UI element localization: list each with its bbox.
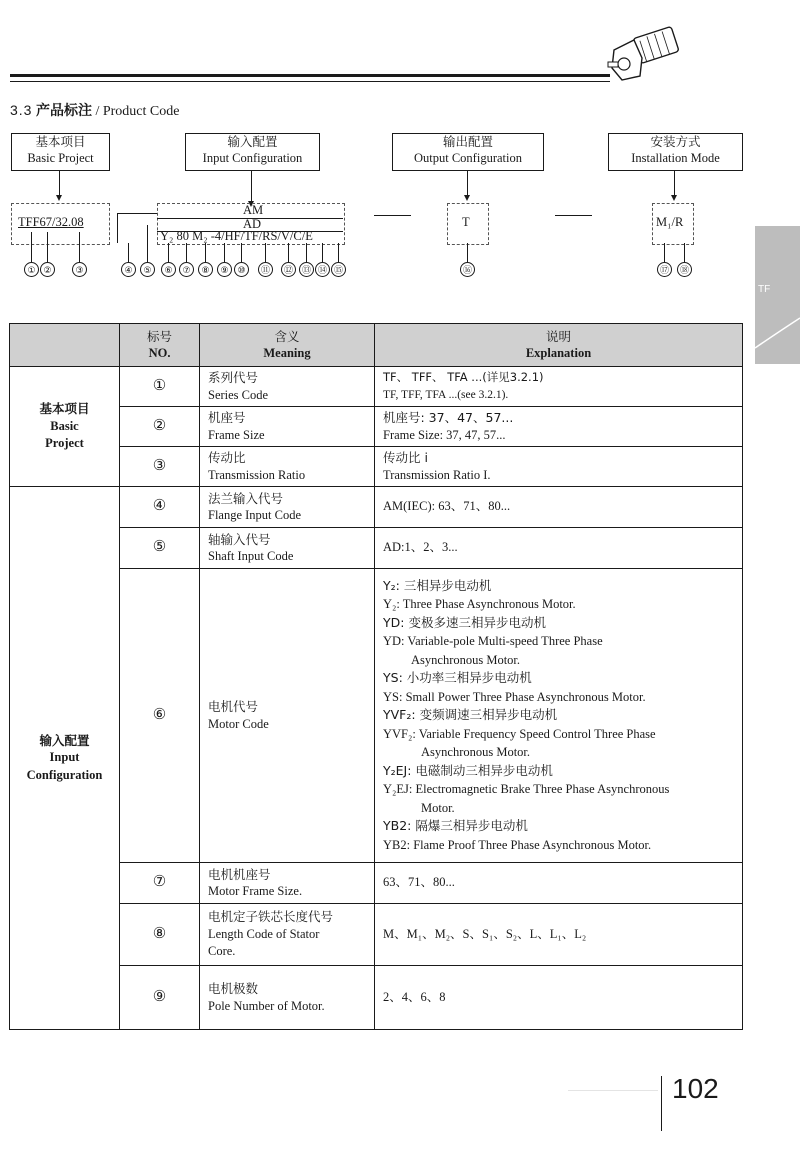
mount-arrow-head	[671, 195, 677, 201]
table-row	[10, 904, 743, 966]
row-meaning: 电机机座号 Motor Frame Size.	[200, 863, 375, 904]
row-meaning: 电机代号 Motor Code	[200, 569, 375, 863]
footer-divider	[661, 1076, 662, 1131]
category-input-configuration: 输入配置 Input Configuration	[10, 487, 120, 1030]
marker-line-8	[205, 243, 206, 262]
marker-line-1	[31, 232, 32, 262]
mount-arrow-line	[674, 170, 675, 196]
marker-line-18	[684, 243, 685, 262]
table-row	[10, 966, 743, 1030]
row-explanation: 机座号: 37、47、57... Frame Size: 37, 47, 57...	[375, 407, 743, 447]
row-meaning: 传动比 Transmission Ratio	[200, 447, 375, 487]
basic-arrow-line	[59, 170, 60, 195]
output-arrow-line	[467, 170, 468, 196]
table-row	[10, 367, 743, 407]
marker-16: ⑯	[460, 262, 475, 277]
table-row	[10, 863, 743, 904]
marker-17: ⑰	[657, 262, 672, 277]
row-explanation: AM(IEC): 63、71、80...	[375, 487, 743, 528]
row-explanation: 2、4、6、8	[375, 966, 743, 1030]
section-title-en: / Product Code	[95, 104, 180, 119]
marker-5: ⑤	[140, 262, 155, 277]
header-rule	[10, 74, 610, 77]
row-explanation: TF、 TFF、 TFA ...(详见3.2.1) TF, TFF, TFA ...(see 3.2.1).	[375, 367, 743, 407]
footer-rule	[568, 1090, 658, 1091]
marker-line-5	[147, 225, 148, 262]
header-rule-thin	[10, 81, 610, 82]
row-number: ⑧	[120, 904, 200, 966]
header-meaning: 含义 Meaning	[200, 324, 375, 367]
marker-line-9	[224, 243, 225, 262]
section-number: 3.3	[10, 102, 33, 118]
marker-4: ④	[121, 262, 136, 277]
table-row	[10, 487, 743, 528]
product-code-table	[9, 323, 743, 1030]
marker-18: ⑱	[677, 262, 692, 277]
input-arrow-line	[251, 170, 252, 202]
row-meaning: 轴输入代号 Shaft Input Code	[200, 528, 375, 569]
input-configuration-box: 输入配置 Input Configuration	[185, 133, 320, 171]
header-blank	[10, 324, 120, 367]
marker-15: ⑮	[331, 262, 346, 277]
marker-line-12	[288, 243, 289, 262]
section-title-zh: 产品标注	[35, 103, 92, 119]
marker-line-2	[47, 232, 48, 262]
connector-2	[555, 215, 592, 216]
marker-line-7	[186, 243, 187, 262]
marker-line-11	[265, 243, 266, 262]
marker-8: ⑧	[198, 262, 213, 277]
category-basic-project: 基本项目 Basic Project	[10, 367, 120, 487]
section-title	[10, 100, 179, 120]
row-meaning: 电机定子铁芯长度代号 Length Code of Stator Core.	[200, 904, 375, 966]
marker-3: ③	[72, 262, 87, 277]
marker-line-15	[338, 243, 339, 262]
marker-line-13	[306, 243, 307, 262]
row-explanation: 传动比 i Transmission Ratio I.	[375, 447, 743, 487]
side-tab-swoosh	[755, 226, 800, 364]
marker-13: ⑬	[299, 262, 314, 277]
row-number: ④	[120, 487, 200, 528]
output-code: T	[462, 215, 470, 229]
marker-9: ⑨	[217, 262, 232, 277]
row-explanation: M、M₁、M₂、S、S₁、S₂、L、L₁、L₂	[375, 904, 743, 966]
table-header-row	[10, 324, 743, 367]
marker-line-6	[168, 243, 169, 262]
gear-motor-illustration	[606, 18, 688, 86]
marker-10: ⑩	[234, 262, 249, 277]
row-number: ①	[120, 367, 200, 407]
row-number: ③	[120, 447, 200, 487]
row-meaning: 法兰输入代号 Flange Input Code	[200, 487, 375, 528]
header-no: 标号 NO.	[120, 324, 200, 367]
row-number: ⑥	[120, 569, 200, 863]
side-tab-label: TF	[758, 284, 771, 295]
basic-code: TFF67/32.08	[18, 215, 84, 229]
marker-7: ⑦	[179, 262, 194, 277]
table-row	[10, 569, 743, 863]
basic-project-box: 基本项目 Basic Project	[11, 133, 110, 171]
header-explanation: 说明 Explanation	[375, 324, 743, 367]
ad-code: AD	[243, 217, 262, 231]
row-number: ②	[120, 407, 200, 447]
table-row	[10, 447, 743, 487]
motor-code: Y₂ 80 M₂ -4/HF/TF/RS/V/C/E	[160, 229, 313, 243]
marker-line-10	[241, 243, 242, 262]
row-number: ⑦	[120, 863, 200, 904]
page-number: 102	[672, 1073, 719, 1104]
row-meaning: 电机极数 Pole Number of Motor.	[200, 966, 375, 1030]
row-meaning: 机座号 Frame Size	[200, 407, 375, 447]
installation-mode-box: 安装方式 Installation Mode	[608, 133, 743, 171]
marker-2: ②	[40, 262, 55, 277]
marker-line-16	[467, 243, 468, 262]
row-meaning: 系列代号 Series Code	[200, 367, 375, 407]
output-arrow-head	[464, 195, 470, 201]
marker-line-17	[664, 243, 665, 262]
row-number: ⑤	[120, 528, 200, 569]
am-code: AM	[243, 203, 264, 217]
table-row	[10, 528, 743, 569]
row-explanation: AD:1、2、3...	[375, 528, 743, 569]
row-explanation-motor-code: Y₂: 三相异步电动机 Y₂: Three Phase Asynchronous Motor. YD: 变极多速三相异步电动机 YD: Variable-pole Multi-speed Three Phase Asynchronous Motor. YS: 小功率三相异步电动机 YS: Small Power Three Phase Asynchronous Motor. YVF₂: 变频调速三相异步电动机 YVF₂: Variable Frequency Speed Control Three Phase Asynchronous Motor. Y₂EJ: 电磁制动三相异步电动机 Y₂EJ: Electromagnetic Brake Three Phase Asynchronous Motor. YB2: 隔爆三相异步电动机 YB2: Flame Proof Three Phase Asynchronous Motor.	[375, 569, 743, 863]
table-row	[10, 407, 743, 447]
connector-1	[374, 215, 411, 216]
marker-14: ⑭	[315, 262, 330, 277]
output-configuration-box: 输出配置 Output Configuration	[392, 133, 544, 171]
marker-12: ⑫	[281, 262, 296, 277]
marker-11: ⑪	[258, 262, 273, 277]
row-number: ⑨	[120, 966, 200, 1030]
marker-line-3	[79, 232, 80, 262]
marker-1: ①	[24, 262, 39, 277]
basic-arrow-head	[56, 195, 62, 201]
marker-line-4	[128, 243, 129, 262]
row-explanation: 63、71、80...	[375, 863, 743, 904]
mount-code: M₁/R	[656, 215, 684, 229]
input-bracket-vert	[117, 213, 118, 243]
marker-line-14	[322, 243, 323, 262]
input-bracket-top	[117, 213, 157, 214]
marker-6: ⑥	[161, 262, 176, 277]
